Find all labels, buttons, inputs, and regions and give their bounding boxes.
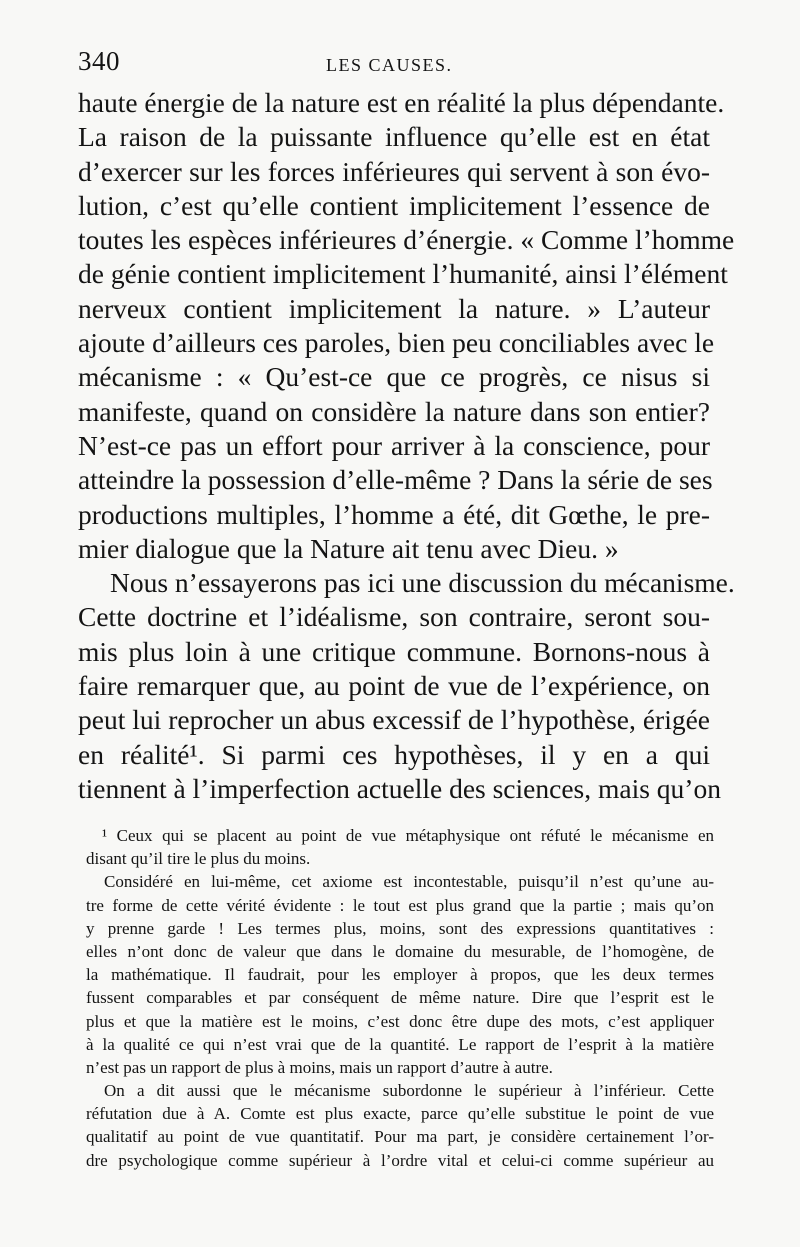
footnote-line: disant qu’il tire le plus du moins. xyxy=(86,849,311,869)
text-line: N’est-ce pas un effort pour arriver à la conscience, pour xyxy=(78,429,710,461)
running-title: LES CAUSES. xyxy=(326,55,453,75)
text-line: Nous n’essayerons pas ici une discussion du mécanisme. xyxy=(110,567,735,599)
footnotes xyxy=(86,824,714,1172)
footnote-line: plus et que la matière est le moins, c’est donc être dupe des mots, c’est appliquer xyxy=(86,1011,714,1031)
page-number: 340 xyxy=(78,46,120,76)
text-line: d’exercer sur les forces inférieures qui servent à son évo- xyxy=(78,155,710,187)
footnote-line: y prenne garde ! Les termes plus, moins, sont des expressions quantitatives : xyxy=(86,918,714,938)
footnote-line: réfutation due à A. Comte est plus exacte, parce qu’elle substitue le point de vue xyxy=(86,1104,714,1124)
footnote-line: qualitatif au point de vue quantitatif. Pour ma part, je considère certainement l’or- xyxy=(86,1127,714,1147)
text-line: La raison de la puissante influence qu’elle est en état xyxy=(78,121,710,153)
footnote-line: elles n’ont donc de valeur que dans le domaine du mesurable, de l’homogène, de xyxy=(86,941,714,961)
text-line: haute énergie de la nature est en réalité la plus dépendante. xyxy=(78,87,725,118)
text-line: peut lui reprocher un abus excessif de l’hypothèse, érigée xyxy=(78,704,710,736)
footnote-line: n’est pas un rapport de plus à moins, mais un rapport d’autre à autre. xyxy=(86,1057,553,1077)
page-header xyxy=(78,46,710,82)
text-line: en réalité¹. Si parmi ces hypothèses, il y en a qui xyxy=(78,738,710,770)
footnote-line: ¹ Ceux qui se placent au point de vue métaphysique ont réfuté le mécanisme en xyxy=(102,826,714,845)
footnote-line: fussent comparables et par conséquent de même nature. Dire que l’esprit est le xyxy=(86,988,714,1008)
text-line: mier dialogue que la Nature ait tenu avec Dieu. » xyxy=(78,532,619,564)
text-line: faire remarquer que, au point de vue de l’expérience, on xyxy=(78,670,710,702)
text-line: toutes les espèces inférieures d’énergie. « Comme l’homme xyxy=(78,224,735,256)
footnote-line: tre forme de cette vérité évidente : le tout est plus grand que la partie ; mais qu’on xyxy=(86,895,714,915)
footnote-line: la mathématique. Il faudrait, pour les employer à propos, que les deux termes xyxy=(86,965,714,985)
text-line: tiennent à l’imperfection actuelle des sciences, mais qu’on xyxy=(78,772,721,804)
text-line: de génie contient implicitement l’humanité, ainsi l’élément xyxy=(78,258,728,290)
text-line: mécanisme : « Qu’est-ce que ce progrès, ce nisus si xyxy=(78,361,710,393)
text-line: ajoute d’ailleurs ces paroles, bien peu conciliables avec le xyxy=(78,327,715,359)
text-line: mis plus loin à une critique commune. Bornons-nous à xyxy=(78,635,710,667)
text-line: atteindre la possession d’elle-même ? Dans la série de ses xyxy=(78,464,713,496)
footnote-line: à la qualité ce qui n’est vrai que de la quantité. Le rapport de l’esprit à la matière xyxy=(86,1034,714,1054)
footnote-line: On a dit aussi que le mécanisme subordonne le supérieur à l’inférieur. Cette xyxy=(104,1081,714,1101)
text-line: lution, c’est qu’elle contient implicitement l’essence de xyxy=(78,189,710,221)
text-line: Cette doctrine et l’idéalisme, son contraire, seront sou- xyxy=(78,601,710,633)
text-line: nerveux contient implicitement la nature. » L’auteur xyxy=(78,292,710,324)
text-line: productions multiples, l’homme a été, dit Gœthe, le pre- xyxy=(78,498,710,530)
footnote-line: dre psychologique comme supérieur à l’ordre vital et celui-ci comme supérieur au xyxy=(86,1150,714,1170)
main-text xyxy=(78,86,735,806)
text-line: manifeste, quand on considère la nature dans son entier? xyxy=(78,395,710,427)
footnote-line: Considéré en lui-même, cet axiome est incontestable, puisqu’il n’est qu’une au- xyxy=(104,872,714,892)
